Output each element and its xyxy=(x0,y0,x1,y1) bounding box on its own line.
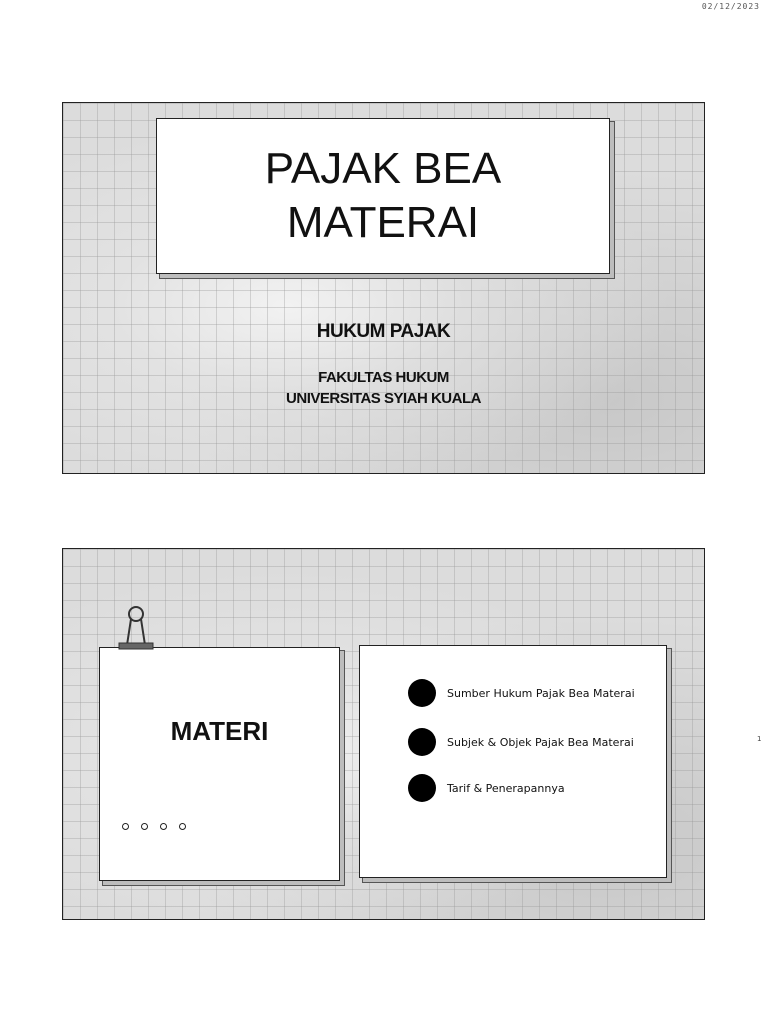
dot-icon xyxy=(179,823,186,830)
materi-heading: MATERI xyxy=(170,716,269,746)
materi-card xyxy=(99,647,340,881)
list-item-label: Subjek & Objek Pajak Bea Materai xyxy=(447,735,634,749)
binder-clip-icon xyxy=(115,605,157,651)
slide-title xyxy=(62,102,705,474)
faculty-name: FAKULTAS HUKUM xyxy=(318,369,449,386)
title-card xyxy=(156,118,610,274)
slide-title-text: PAJAK BEA MATERAI xyxy=(264,144,502,247)
list-item xyxy=(408,679,635,707)
bullet-icon xyxy=(408,774,436,802)
page-number: 1 xyxy=(757,735,762,743)
dot-icon xyxy=(122,823,129,830)
list-item-label: Sumber Hukum Pajak Bea Materai xyxy=(447,686,635,700)
dot-icon xyxy=(160,823,167,830)
course-name: HUKUM PAJAK xyxy=(316,321,451,342)
list-item xyxy=(408,728,634,756)
list-item xyxy=(408,774,565,802)
decorative-dots xyxy=(122,823,186,830)
university-name: UNIVERSITAS SYIAH KUALA xyxy=(286,390,481,407)
slide-materi xyxy=(62,548,705,920)
bullet-icon xyxy=(408,728,436,756)
bullet-icon xyxy=(408,679,436,707)
dot-icon xyxy=(141,823,148,830)
list-item-label: Tarif & Penerapannya xyxy=(447,781,565,795)
print-date: 02/12/2023 xyxy=(701,2,760,11)
topics-card xyxy=(359,645,667,878)
